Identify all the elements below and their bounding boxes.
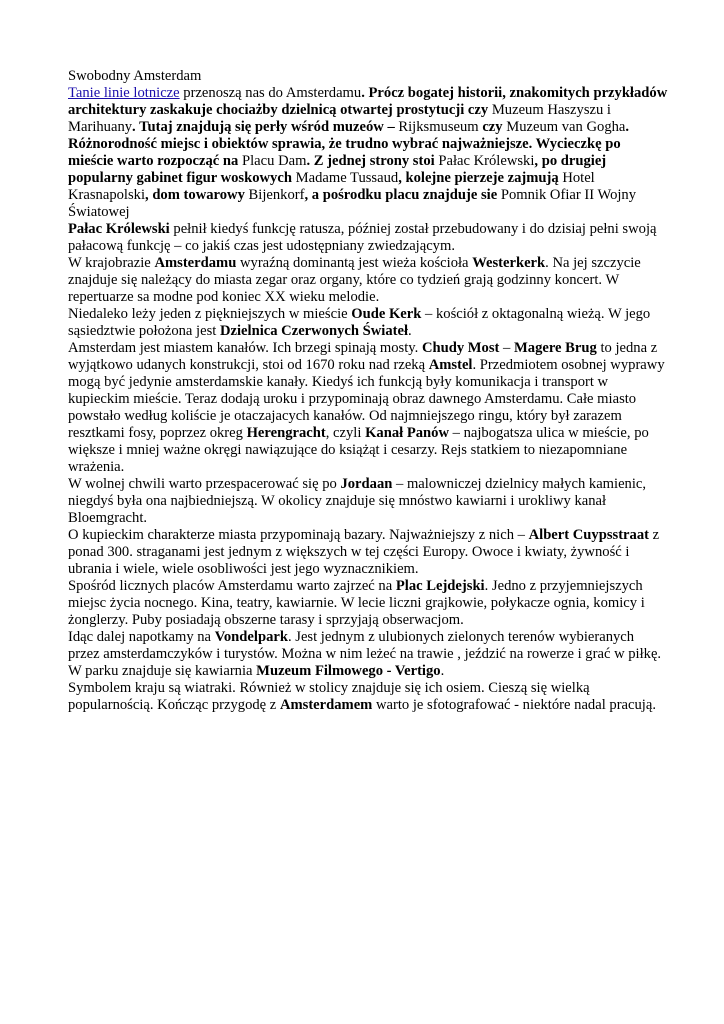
text-span: przenoszą nas do Amsterdamu [179,85,362,101]
text-span: warto je sfotografować - niektóre nadal pracują. [372,697,656,713]
text-span: . [440,663,445,679]
text-span: Bijenkorf [248,187,305,203]
text-span: – [499,340,514,356]
bold-span: . Prócz bogatej historii, znakomitych przykładów architektury zaskakuje chociażby dzielnicą otwartej prostytucji czy [68,85,668,118]
bold-span: Westerkerk [472,255,546,271]
bold-span: Dzielnica Czerwonych Świateł [219,323,409,339]
bold-span: . Tutaj znajdują się perły wśród muzeów – [132,119,399,135]
text-span: Idąc dalej napotkamy na [68,629,215,645]
paragraph-palac [68,221,668,255]
document-body [68,68,668,714]
text-span: . Na jej szczycie znajduje się należący do miasta zegar oraz organy, które co tydzień grają godzinny koncert. W repertuarze sa modne pod koniec XX wieku melodie. [68,255,641,305]
text-span: Madame Tussaud [295,170,399,186]
text-span: . Jest jednym z ulubionych zielonych terenów wybieranych przez amsterdamczyków i turystów. Można w nim leżeć na trawie , jeździć na rowerze i grać w piłkę. W parku znajduje się kawiarnia [68,629,662,679]
text-span: wyraźną dominantą jest wieża kościoła [236,255,473,271]
paragraph-bazaars [68,527,668,578]
bold-span: Oude Kerk [351,306,422,322]
bold-span: , po drugiej popularny gabinet figur woskowych [68,153,607,186]
document-title: Swobodny Amsterdam [68,68,202,84]
text-span: . Przedmiotem osobnej wyprawy mogą być jedynie amsterdamskie kanały. Kiedyś ich funkcją były komunikacja i transport w kupieckim mieście. Teraz dodają uroku i przypominają obraz dawnego Amsterdamu. Całe miasto powstało według koliście je otaczajacych kanałów. Od najmniejszego ringu, który był zarazem resztkami fosy, poprzez okreg [68,357,665,441]
bold-span: Jordaan [340,476,393,492]
bold-span: Magere Brug [514,340,597,356]
text-span: W wolnej chwili warto przespacerować się po [68,476,341,492]
bold-span: , kolejne pierzeje zajmują [398,170,563,186]
bold-span: , a pośrodku placu znajduje sie [304,187,501,203]
paragraph-windmills [68,680,668,714]
paragraph-vondelpark [68,629,668,680]
text-span: Pomnik Ofiar II Wojny Światowej [68,187,637,220]
text-span: Muzeum van Gogha [506,119,626,135]
text-span: Placu Dam [242,153,307,169]
paragraph-jordaan [68,476,668,527]
bold-span: Plac Lejdejski [395,578,485,594]
bold-span: Vondelpark [214,629,288,645]
text-span: , czyli [325,425,366,441]
bold-span: Herengracht [246,425,326,441]
link-tanie-linie-lotnicze[interactable]: Tanie linie lotnicze [68,85,180,101]
text-span: Pałac Królewski [438,153,535,169]
text-span: Hotel Krasnapolski [68,170,595,203]
paragraph-plac-lejdejski [68,578,668,629]
text-span: . Jedno z przyjemniejszych miejsc życia nocnego. Kina, teatry, kawiarnie. W lecie liczni grajkowie, połykacze ognia, komicy i żonglerzy. Puby posiadają obszerne tarasy i sprzyjają obserwacjom. [68,578,645,628]
text-span: Rijksmuseum [398,119,479,135]
paragraph-intro [68,85,668,221]
bold-span: Amsterdamu [154,255,237,271]
text-span: to jedna z wyjątkowo udanych konstrukcji, stoi od 1670 roku nad rzeką [68,340,658,373]
text-span: Niedaleko leży jeden z piękniejszych w mieście [68,306,352,322]
paragraph-oude-kerk [68,306,668,340]
text-span: pełnił kiedyś funkcję ratusza, później został przebudowany i do dzisiaj pełni swoją pałacową funkcję – co jakiś czas jest udostępniany zwiedzającym. [68,221,657,254]
text-span: Muzeum Haszyszu i Marihuany [68,102,611,135]
text-span: W krajobrazie [68,255,155,271]
text-span: . [408,323,412,339]
text-span: O kupieckim charakterze miasta przypominają bazary. Najważniejszy z nich – [68,527,529,543]
bold-span: . Z jednej strony stoi [306,153,439,169]
paragraph-canals [68,340,668,476]
bold-span: , dom towarowy [145,187,249,203]
text-span: – najbogatsza ulica w mieście, po większe i mniej ważne okręgi nawiązujące do książąt i cesarzy. Rejs statkiem to niezapomniane wrażenia. [68,425,649,475]
bold-span: Amsterdamem [279,697,373,713]
text-span: Symbolem kraju są wiatraki. Również w stolicy znajduje się ich osiem. Cieszą się wielką popularnością. Kończąc przygodę z [68,680,590,713]
bold-span: Amstel [428,357,473,373]
bold-span: czy [478,119,507,135]
text-span: z ponad 300. straganami jest jednym z większych w tej części Europy. Owoce i kwiaty, żywność i ubrania i wiele, wiele osobliwości jest jego wyznacznikiem. [68,527,660,577]
text-span: – kościół z oktagonalną wieżą. W jego sąsiedztwie położona jest [68,306,651,339]
text-span: Amsterdam jest miastem kanałów. Ich brzegi spinają mosty. [68,340,422,356]
paragraph-westerkerk [68,255,668,306]
text-span: – malowniczej dzielnicy małych kamienic, niegdyś była ona najbiedniejszą. W okolicy znajduje się mnóstwo kawiarni i urokliwy kanał Bloemgracht. [68,476,647,526]
bold-span: Chudy Most [421,340,500,356]
bold-span: Kanał Panów [365,425,449,441]
bold-span: . Różnorodność miejsc i obiektów sprawia, że trudno wybrać najważniejsze. Wycieczkę po mieście warto rozpocząć na [68,119,630,169]
bold-span: Albert Cuypsstraat [528,527,649,543]
bold-span: Pałac Królewski [68,221,170,237]
text-span: Spośród licznych placów Amsterdamu warto zajrzeć na [68,578,396,594]
bold-span: Muzeum Filmowego - Vertigo [256,663,441,679]
